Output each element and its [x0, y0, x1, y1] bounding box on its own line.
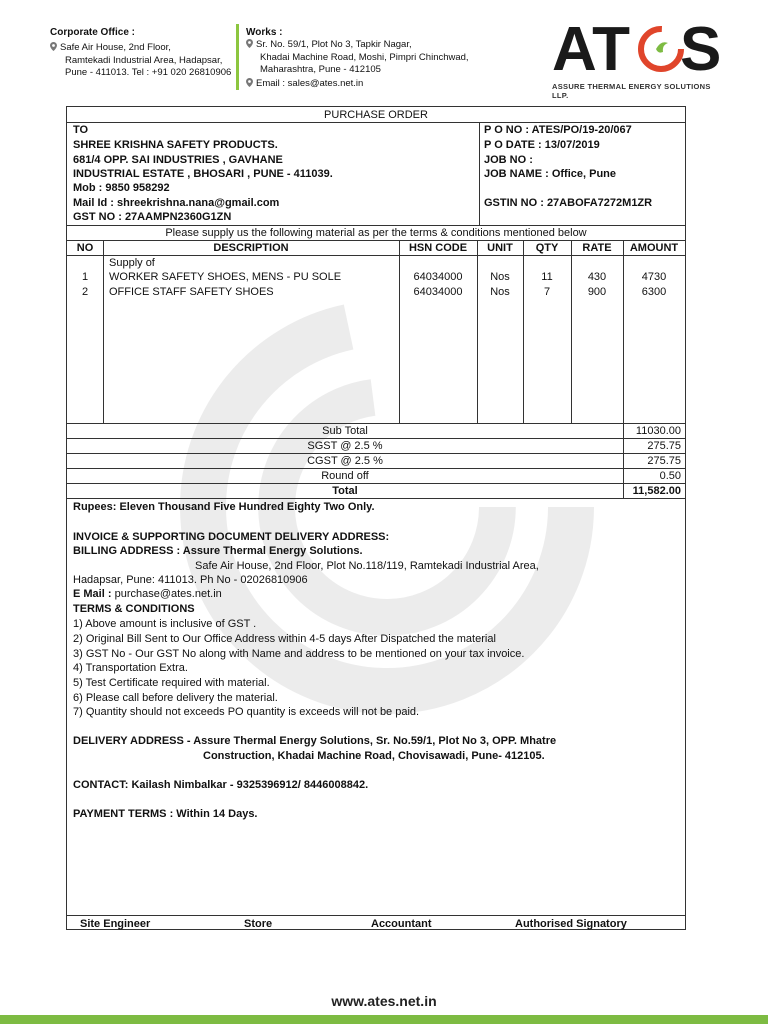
item-amount: 4730 [641, 271, 667, 283]
works-address-line-3: Maharashtra, Pune - 412105 [260, 64, 381, 75]
email-label: E Mail : [73, 588, 112, 600]
item-qty: 7 [543, 286, 551, 298]
invoice-delivery-heading: INVOICE & SUPPORTING DOCUMENT DELIVERY ADDRESS: [73, 531, 390, 543]
amount-in-words: Rupees: Eleven Thousand Five Hundred Eighty Two Only. [73, 501, 375, 513]
works-block [246, 27, 486, 90]
footer-bar [0, 1015, 768, 1024]
po-date: P O DATE : 13/07/2019 [484, 139, 600, 151]
gstin-number: GSTIN NO : 27ABOFA7272M1ZR [484, 197, 653, 209]
vendor-email: Mail Id : shreekrishna.nana@gmail.com [73, 197, 280, 209]
signature-site-engineer: Site Engineer [80, 918, 151, 930]
to-label: TO [73, 124, 89, 136]
purchase-order-title: PURCHASE ORDER [324, 109, 428, 121]
supply-instruction: Please supply us the following material as per the terms & conditions mentioned below [165, 227, 587, 239]
round-off-label: Round off [321, 470, 369, 482]
cgst-value: 275.75 [647, 455, 681, 467]
delivery-address-line-1: DELIVERY ADDRESS - Assure Thermal Energy Solutions, Sr. No.59/1, Plot No 3, OPP. Mhatre [73, 735, 557, 747]
corporate-address-line-1: Safe Air House, 2nd Floor, [60, 42, 171, 53]
header-divider [236, 24, 239, 90]
works-address-line-2: Khadai Machine Road, Moshi, Pimpri Chinchwad, [260, 51, 469, 63]
po-number: P O NO : ATES/PO/19-20/067 [484, 124, 632, 136]
corporate-address-line-2: Ramtekadi Industrial Area, Hadapsar, [65, 54, 223, 66]
col-header-hsn: HSN CODE [408, 242, 468, 254]
works-email: Email : sales@ates.net.in [256, 77, 364, 89]
location-pin-icon [246, 39, 253, 48]
ates-logo-mark [552, 18, 724, 76]
email-icon [246, 78, 253, 87]
col-header-qty: QTY [535, 242, 559, 254]
job-number: JOB NO : [484, 154, 533, 166]
payment-terms: PAYMENT TERMS : Within 14 Days. [73, 808, 258, 820]
works-title: Works : [246, 27, 283, 38]
subtotal-label: Sub Total [322, 425, 368, 437]
purchase-email: purchase@ates.net.in [114, 588, 222, 600]
term-item: 7) Quantity should not exceeds PO quantity is exceeds will not be paid. [73, 706, 420, 718]
delivery-address-line-2: Construction, Khadai Machine Road, Chovisawadi, Pune- 412105. [203, 750, 545, 762]
cgst-label: CGST @ 2.5 % [307, 455, 383, 467]
total-label: Total [332, 485, 358, 497]
item-hsn: 64034000 [413, 286, 463, 298]
company-logo [552, 18, 728, 100]
round-off-value: 0.50 [659, 470, 681, 482]
term-item: 6) Please call before delivery the material. [73, 692, 278, 704]
item-hsn: 64034000 [413, 271, 463, 283]
footer-website: www.ates.net.in [331, 993, 437, 1009]
billing-address-line-2: Hadapsar, Pune: 411013. Ph No - 02026810906 [73, 574, 308, 586]
item-unit: Nos [490, 271, 510, 283]
vendor-mobile: Mob : 9850 958292 [73, 182, 170, 194]
terms-heading: TERMS & CONDITIONS [73, 603, 195, 615]
signature-accountant: Accountant [371, 918, 432, 930]
job-name: JOB NAME : Office, Pune [484, 168, 617, 180]
term-item: 1) Above amount is inclusive of GST . [73, 618, 257, 630]
vendor-address-1: 681/4 OPP. SAI INDUSTRIES , GAVHANE [73, 154, 283, 166]
vendor-name: SHREE KRISHNA SAFETY PRODUCTS. [73, 139, 278, 151]
term-item: 4) Transportation Extra. [73, 662, 188, 674]
col-header-no: NO [76, 242, 94, 254]
svg-text:S: S [680, 18, 722, 76]
vendor-gst: GST NO : 27AAMPN2360G1ZN [73, 211, 232, 223]
sgst-value: 275.75 [647, 440, 681, 452]
signature-authorised-signatory: Authorised Signatory [515, 918, 627, 930]
item-rate: 900 [587, 286, 607, 298]
item-no: 1 [81, 271, 89, 283]
item-description: OFFICE STAFF SAFETY SHOES [109, 286, 274, 298]
corporate-address-line-3: Pune - 411013. Tel : +91 020 26810906 [65, 67, 232, 78]
billing-address-line-1: Safe Air House, 2nd Floor, Plot No.118/119, Ramtekadi Industrial Area, [195, 560, 539, 572]
subtotal-value: 11030.00 [635, 425, 681, 437]
col-header-rate: RATE [582, 242, 612, 254]
col-header-unit: UNIT [487, 242, 513, 254]
works-address-line-1: Sr. No. 59/1, Plot No 3, Tapkir Nagar, [256, 39, 412, 50]
corporate-office-block [50, 27, 235, 80]
vendor-address-2: INDUSTRIAL ESTATE , BHOSARI , PUNE - 411039. [73, 168, 333, 180]
item-rate: 430 [587, 271, 607, 283]
item-description: WORKER SAFETY SHOES, MENS - PU SOLE [109, 271, 342, 283]
col-header-description: DESCRIPTION [213, 242, 289, 254]
corporate-office-title: Corporate Office : [50, 27, 136, 38]
location-pin-icon [50, 42, 57, 51]
item-qty: 11 [541, 271, 553, 283]
supply-of-label: Supply of [109, 257, 155, 269]
item-unit: Nos [490, 286, 510, 298]
item-no: 2 [81, 286, 89, 298]
term-item: 5) Test Certificate required with material. [73, 677, 270, 689]
item-amount: 6300 [641, 286, 667, 298]
billing-address-heading: BILLING ADDRESS : Assure Thermal Energy Solutions. [73, 545, 363, 557]
total-value: 11,582.00 [632, 485, 681, 497]
sgst-label: SGST @ 2.5 % [307, 440, 383, 452]
term-item: 2) Original Bill Sent to Our Office Address within 4-5 days After Dispatched the material [73, 633, 496, 645]
purchase-order-form [66, 106, 686, 930]
signature-store: Store [244, 918, 273, 930]
logo-tagline: ASSURE THERMAL ENERGY SOLUTIONS LLP. [552, 82, 711, 100]
term-item: 3) GST No - Our GST No along with Name and address to be mentioned on your tax invoice. [73, 648, 525, 660]
contact-info: CONTACT: Kailash Nimbalkar - 9325396912/ 8446008842. [73, 779, 369, 791]
col-header-amount: AMOUNT [629, 242, 679, 254]
svg-text:AT: AT [552, 18, 631, 76]
